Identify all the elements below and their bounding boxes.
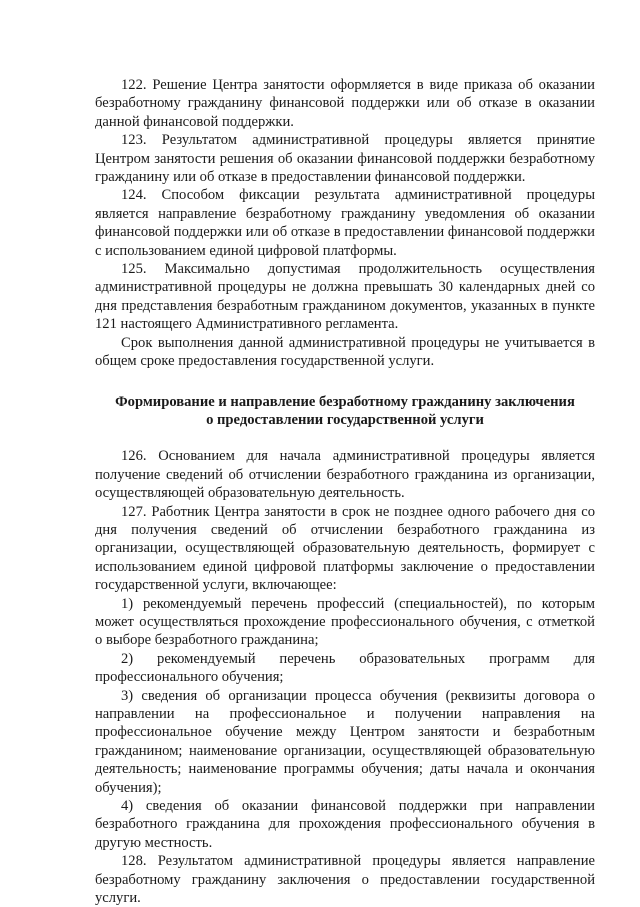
paragraph-127: 127. Работник Центра занятости в срок не позднее одного рабочего дня со дня получения сведений об отчислении безработного гражданина из организации, осуществляющей образовательную деятельность, формирует с использованием единой цифровой платформы заключение о предоставлении государственной услуги, включающее: bbox=[95, 503, 595, 594]
list-item-4: 4) сведения об оказании финансовой поддержки при направлении безработного гражданина для прохождения профессионального обучения в другую местность. bbox=[95, 798, 595, 851]
paragraph-122: 122. Решение Центра занятости оформляется в виде приказа об оказании безработному гражданину финансовой поддержки или об отказе в оказании данной финансовой поддержки. bbox=[95, 77, 595, 130]
paragraph-128: 128. Результатом административной процедуры является направление безработному гражданину заключения о предоставлении государственной услуги. bbox=[95, 853, 595, 907]
section-heading bbox=[95, 393, 595, 430]
list-item-3: 3) сведения об организации процесса обучения (реквизиты договора о направлении на профессиональное и получении направления на профессиональное обучение между Центром занятости и безработным гражданином; наименование организации, осуществляющей образовательную деятельность; наименование программы обучения; даты начала и окончания обучения); bbox=[95, 687, 595, 796]
paragraph-123: 123. Результатом административной процедуры является принятие Центром занятости решения об оказании финансовой поддержки безработному гражданину или об отказе в предоставлении финансовой поддержки. bbox=[95, 132, 595, 186]
paragraph-deadline-note: Срок выполнения данной административной процедуры не учитывается в общем сроке предоставления государственной услуги. bbox=[95, 334, 595, 370]
section-heading-line-2: о предоставлении государственной услуги bbox=[206, 411, 484, 428]
paragraph-124: 124. Способом фиксации результата административной процедуры является направление безработному гражданину уведомления об оказании финансовой поддержки или об отказе в предоставлении финансовой поддержки с использованием единой цифровой платформы. bbox=[95, 187, 595, 259]
document-page bbox=[95, 76, 595, 907]
section-heading-line-1: Формирование и направление безработному гражданину заключения bbox=[115, 393, 575, 410]
list-item-2: 2) рекомендуемый перечень образовательных программ для профессионального обучения; bbox=[95, 650, 595, 686]
paragraph-125: 125. Максимально допустимая продолжительность осуществления административной процедуры не должна превышать 30 календарных дней со дня представления безработным гражданином документов, указанных в пункте 121 настоящего Административного регламента. bbox=[95, 261, 595, 333]
paragraph-126: 126. Основанием для начала административной процедуры является получение сведений об отчислении безработного гражданина из организации, осуществляющей образовательную деятельность. bbox=[95, 448, 595, 502]
list-item-1: 1) рекомендуемый перечень профессий (специальностей), по которым может осуществляться прохождение профессионального обучения, с отметкой о выборе безработного гражданина; bbox=[95, 595, 595, 649]
